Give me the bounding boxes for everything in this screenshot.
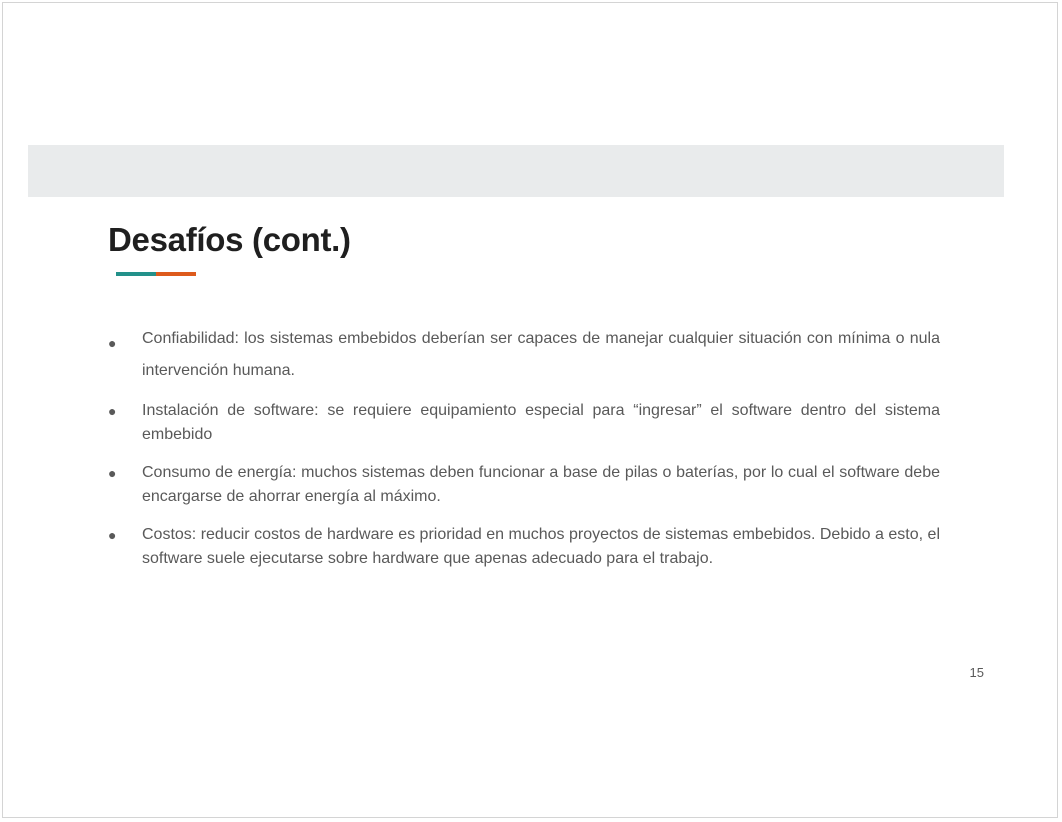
bullet-text: Instalación de software: se requiere equipamiento especial para “ingresar” el software dentro del sistema embebido <box>142 402 940 443</box>
bullet-item-consumo <box>108 461 940 509</box>
bullet-text: Consumo de energía: muchos sistemas deben funcionar a base de pilas o baterías, por lo cual el software debe encargarse de ahorrar energía al máximo. <box>142 464 940 505</box>
bullet-text: Confiabilidad: los sistemas embebidos deberían ser capaces de manejar cualquier situación con mínima o nula intervención humana. <box>142 330 940 379</box>
bullet-item-instalacion <box>108 399 940 447</box>
bullet-list <box>108 323 940 571</box>
title-accent-orange <box>156 272 196 276</box>
bullet-dot-icon: ● <box>108 335 117 351</box>
bullet-dot-icon: ● <box>108 527 117 543</box>
page-number: 15 <box>969 665 984 680</box>
bullet-item-costos <box>108 523 940 571</box>
bullet-dot-icon: ● <box>108 403 117 419</box>
bullet-text: Costos: reducir costos de hardware es prioridad en muchos proyectos de sistemas embebidos. Debido a esto, el software suele ejecutarse sobre hardware que apenas adecuado para el trabajo. <box>142 526 940 567</box>
header-band <box>28 145 1004 197</box>
slide <box>2 2 1058 818</box>
bullet-item-confiabilidad <box>108 323 940 387</box>
slide-title: Desafíos (cont.) <box>108 221 351 258</box>
title-accent-teal <box>116 272 156 276</box>
bullet-dot-icon: ● <box>108 465 117 481</box>
